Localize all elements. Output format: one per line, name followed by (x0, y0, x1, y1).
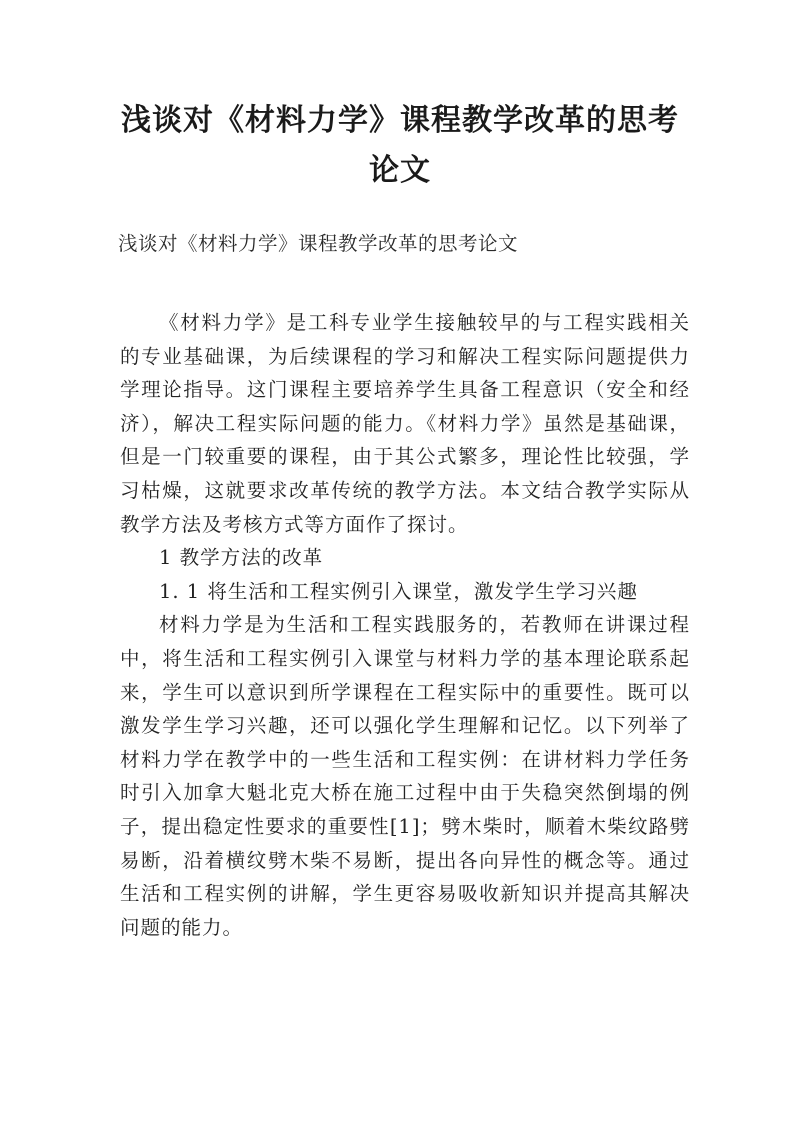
document-subtitle: 浅谈对《材料力学》课程教学改革的思考论文 (118, 232, 519, 255)
subsection-heading: 1. 1 将生活和工程实例引入课堂，激发学生学习兴趣 (159, 579, 638, 603)
document-body (120, 306, 690, 944)
section-heading: 1 教学方法的改革 (159, 546, 324, 570)
document-title: 浅谈对《材料力学》课程教学改革的思考论文 (121, 103, 679, 188)
section-paragraph: 材料力学是为生活和工程实践服务的，若教师在讲课过程中，将生活和工程实例引入课堂与材料力学的基本理论联系起来，学生可以意识到所学课程在工程实际中的重要性。既可以激发学生学习兴趣，还可以强化学生理解和记忆。以下列举了材料力学在教学中的一些生活和工程实例：在讲材料力学任务时引入加拿大魁北克大桥在施工过程中由于失稳突然倒塌的例子，提出稳定性要求的重要性[1]；劈木柴时，顺着木柴纹路劈易断，沿着横纹劈木柴不易断，提出各向异性的概念等。通过生活和工程实例的讲解，学生更容易吸收新知识并提高其解决问题的能力。 (120, 613, 690, 939)
intro-paragraph: 《材料力学》是工科专业学生接触较早的与工程实践相关的专业基础课，为后续课程的学习和解决工程实际问题提供力学理论指导。这门课程主要培养学生具备工程意识（安全和经济），解决工程实际问题的能力。《材料力学》虽然是基础课，但是一门较重要的课程，由于其公式繁多，理论性比较强，学习枯燥，这就要求改革传统的教学方法。本文结合教学实际从教学方法及考核方式等方面作了探讨。 (120, 311, 690, 536)
